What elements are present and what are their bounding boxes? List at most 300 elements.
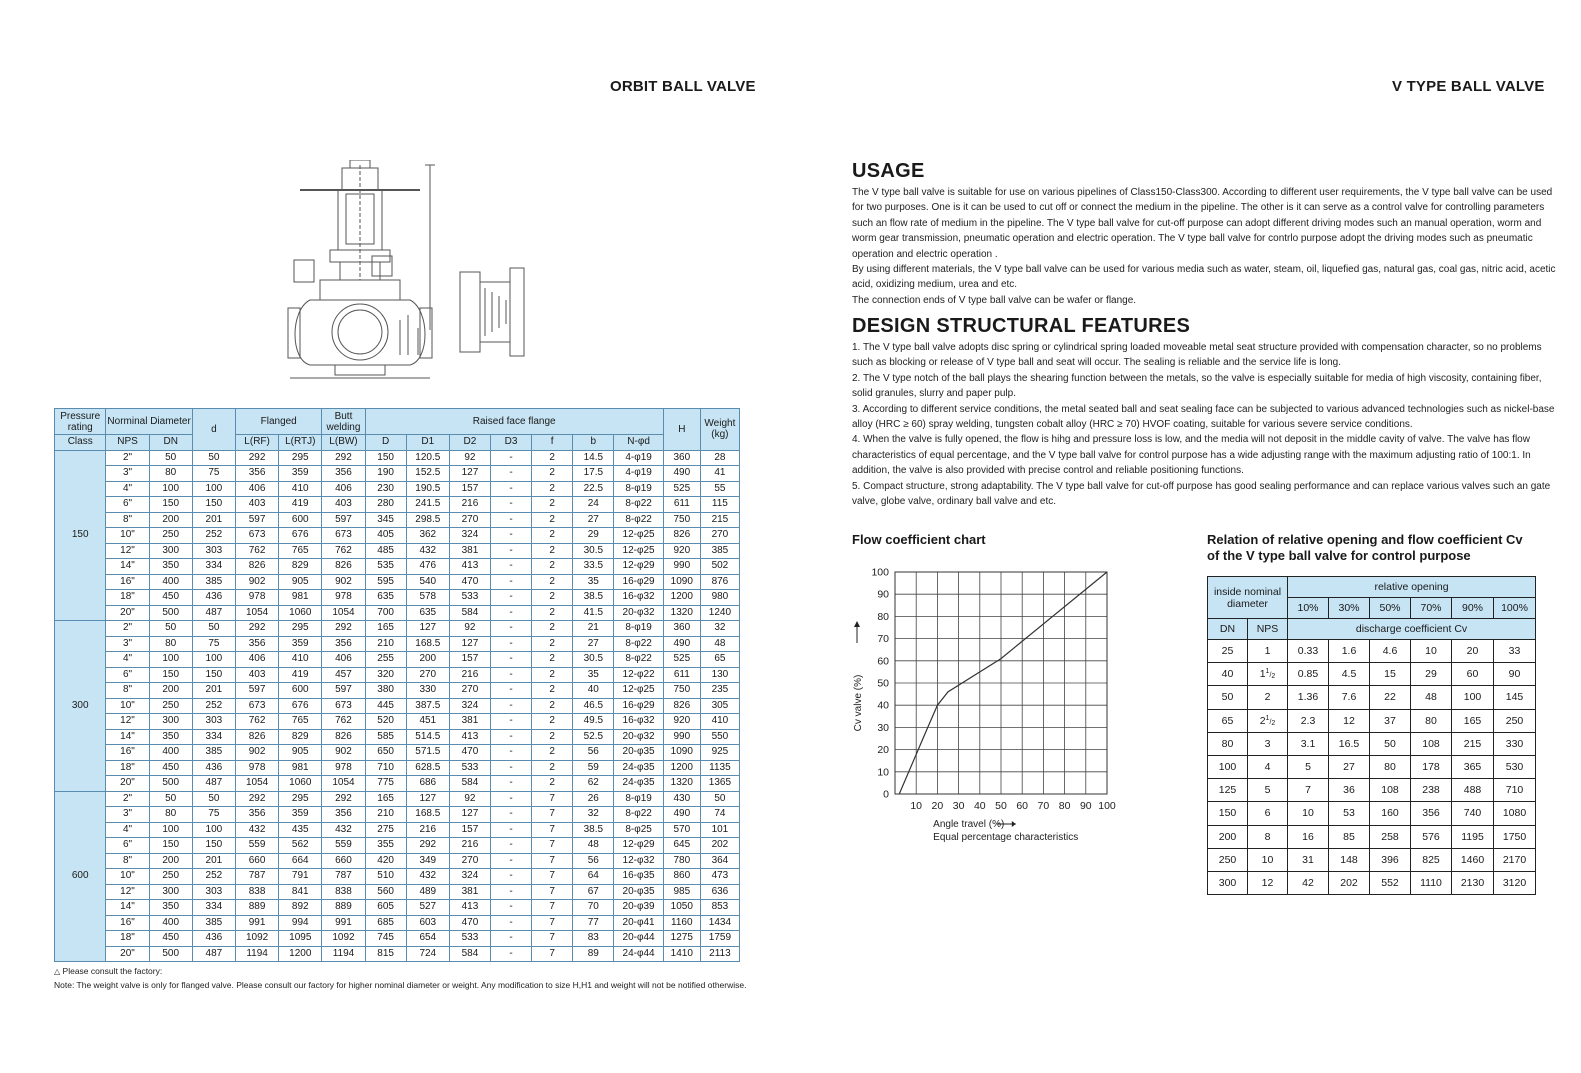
head-weight: Weight (kg) — [700, 409, 739, 451]
table-cell: 400 — [149, 915, 192, 931]
table-cell: 1200 — [663, 760, 700, 776]
table-cell: 12-φ25 — [614, 528, 663, 544]
cv-value-cell: 330 — [1494, 732, 1536, 755]
table-cell: 787 — [322, 869, 365, 885]
table-cell: 745 — [365, 931, 406, 947]
cv-nps-cell: 12 — [1248, 871, 1288, 894]
cv-dn-cell: 65 — [1208, 709, 1248, 732]
head-b: b — [573, 435, 614, 451]
table-cell: 980 — [700, 590, 739, 606]
table-row — [55, 543, 740, 559]
head-class: Class — [55, 435, 106, 451]
table-cell: 360 — [663, 621, 700, 637]
table-cell: 6" — [106, 667, 149, 683]
table-cell: - — [491, 900, 532, 916]
table-cell: 584 — [449, 946, 490, 962]
table-cell: 300 — [149, 714, 192, 730]
table-cell: 20-φ41 — [614, 915, 663, 931]
x-tick-label: 50 — [995, 800, 1007, 812]
table-cell: 216 — [449, 838, 490, 854]
cv-value-cell: 37 — [1370, 709, 1411, 732]
table-cell: - — [491, 853, 532, 869]
table-cell: 2 — [532, 714, 573, 730]
usage-para: The V type ball valve is suitable for use on various pipelines of Class150-Class300. According to different user requirements, the V type ball valve can be used for two purposes. One is it can be used to cut off or connect the medium in the pipeline. The other is it can serve as a control valve for controlling parameters such an flow rate of medium in the pipeline. The V type ball valve for cut-off purpose can adopt different driving modes such an manual operation, worm and worm gear transmission, pneumatic operation and electric operation. The V type ball valve for contrlo purpose adopt the driving modes such as pneumatic operation and electric operation . — [852, 187, 1553, 260]
table-cell: 780 — [663, 853, 700, 869]
cv-value-cell: 4.6 — [1370, 640, 1411, 663]
table-cell: - — [491, 698, 532, 714]
table-cell: 1365 — [700, 776, 739, 792]
head-D: D — [365, 435, 406, 451]
cv-dn-cell: 300 — [1208, 871, 1248, 894]
table-cell: 356 — [235, 807, 278, 823]
table-cell: 252 — [192, 698, 235, 714]
table-cell: 981 — [279, 590, 322, 606]
table-cell: 902 — [235, 745, 278, 761]
usage-para: The connection ends of V type ball valve can be wafer or flange. — [852, 294, 1137, 306]
table-cell: - — [491, 931, 532, 947]
table-cell: 50 — [700, 791, 739, 807]
table-cell: 16" — [106, 574, 149, 590]
cv-value-cell: 27 — [1329, 755, 1370, 778]
table-cell: 473 — [700, 869, 739, 885]
cv-dn-cell: 80 — [1208, 732, 1248, 755]
table-cell: 8-φ22 — [614, 807, 663, 823]
table-cell: 432 — [235, 822, 278, 838]
table-cell: 350 — [149, 729, 192, 745]
table-cell: 33.5 — [573, 559, 614, 575]
table-cell: 686 — [406, 776, 449, 792]
cv-value-cell: 576 — [1411, 825, 1452, 848]
table-cell: 985 — [663, 884, 700, 900]
table-cell: 270 — [406, 667, 449, 683]
table-cell: 50 — [149, 450, 192, 466]
table-row — [55, 884, 740, 900]
table-cell: 4-φ19 — [614, 450, 663, 466]
table-cell: 202 — [700, 838, 739, 854]
table-cell: 92 — [449, 621, 490, 637]
table-row — [55, 466, 740, 482]
table-cell: 27 — [573, 512, 614, 528]
table-cell: 981 — [279, 760, 322, 776]
valve-drawing — [280, 160, 540, 385]
table-cell: 2 — [532, 636, 573, 652]
table-cell: 1320 — [663, 605, 700, 621]
x-tick-label: 40 — [973, 800, 986, 812]
table-cell: 165 — [365, 621, 406, 637]
table-cell: 6" — [106, 497, 149, 513]
table-cell: 303 — [192, 543, 235, 559]
table-row — [55, 729, 740, 745]
table-cell: 841 — [279, 884, 322, 900]
table-cell: 12" — [106, 714, 149, 730]
table-cell: 489 — [406, 884, 449, 900]
table-row — [55, 450, 740, 466]
table-cell: 150 — [149, 667, 192, 683]
table-cell: - — [491, 915, 532, 931]
table-row — [55, 714, 740, 730]
table-row — [55, 512, 740, 528]
table-cell: 750 — [663, 683, 700, 699]
table-cell: 7 — [532, 884, 573, 900]
table-cell: 20" — [106, 605, 149, 621]
table-row — [55, 698, 740, 714]
table-cell: 8-φ22 — [614, 497, 663, 513]
cv-value-cell: 85 — [1329, 825, 1370, 848]
table-cell: 6" — [106, 838, 149, 854]
cv-value-cell: 90 — [1494, 663, 1536, 686]
table-cell: 470 — [449, 745, 490, 761]
class-cell: 300 — [55, 621, 106, 792]
table-cell: 12-φ29 — [614, 838, 663, 854]
table-cell: - — [491, 838, 532, 854]
table-cell: - — [491, 822, 532, 838]
table-cell: - — [491, 745, 532, 761]
table-cell: 762 — [235, 714, 278, 730]
table-cell: 829 — [279, 729, 322, 745]
table-cell: - — [491, 884, 532, 900]
table-cell: 75 — [192, 636, 235, 652]
table-cell: 59 — [573, 760, 614, 776]
table-cell: 80 — [149, 807, 192, 823]
head-d: d — [192, 409, 235, 451]
table-cell: 445 — [365, 698, 406, 714]
table-cell: 49.5 — [573, 714, 614, 730]
table-row — [55, 822, 740, 838]
table-cell: 410 — [279, 481, 322, 497]
cv-value-cell: 80 — [1370, 755, 1411, 778]
table-cell: 303 — [192, 884, 235, 900]
y-axis-arrowhead — [854, 621, 860, 627]
table-cell: 685 — [365, 915, 406, 931]
y-tick-label: 60 — [877, 655, 889, 668]
cv-value-cell: 36 — [1329, 779, 1370, 802]
table-cell: 80 — [149, 466, 192, 482]
table-cell: 14" — [106, 559, 149, 575]
table-cell: 12-φ29 — [614, 559, 663, 575]
table-cell: 487 — [192, 776, 235, 792]
table-cell: 216 — [406, 822, 449, 838]
table-cell: 385 — [192, 574, 235, 590]
table-cell: 12-φ25 — [614, 543, 663, 559]
table-cell: 1092 — [235, 931, 278, 947]
x-tick-label: 30 — [952, 800, 965, 812]
table-cell: 406 — [322, 481, 365, 497]
table-cell: 673 — [322, 698, 365, 714]
design-para: 1. The V type ball valve adopts disc spring or cylindrical spring loaded moveable metal seat structure provided with compensation character, so no problems such as blocking or release of V type ball and seat will occur. The sealing is reliable and the service life is long. — [852, 342, 1542, 369]
table-cell: 1054 — [235, 605, 278, 621]
table-cell: 1050 — [663, 900, 700, 916]
cv-value-cell: 145 — [1494, 686, 1536, 709]
table-cell: 252 — [192, 869, 235, 885]
table-cell: 413 — [449, 900, 490, 916]
table-cell: 2 — [532, 574, 573, 590]
table-cell: 1410 — [663, 946, 700, 962]
cv-nps-cell: 10 — [1248, 848, 1288, 871]
cv-value-cell: 12 — [1329, 709, 1370, 732]
y-tick-label: 20 — [877, 744, 889, 757]
fraction-slash: / — [1269, 718, 1272, 726]
table-cell: 24 — [573, 497, 614, 513]
table-cell: 450 — [149, 590, 192, 606]
table-cell: 410 — [700, 714, 739, 730]
table-cell: 560 — [365, 884, 406, 900]
table-cell: 120.5 — [406, 450, 449, 466]
table-cell: 24-φ44 — [614, 946, 663, 962]
table-cell: 991 — [322, 915, 365, 931]
table-cell: 8-φ22 — [614, 512, 663, 528]
table-cell: 292 — [235, 621, 278, 637]
table-cell: 413 — [449, 559, 490, 575]
table-cell: 2 — [532, 466, 573, 482]
table-cell: 100 — [149, 652, 192, 668]
table-cell: 1095 — [279, 931, 322, 947]
cv-value-cell: 60 — [1452, 663, 1494, 686]
table-cell: 14.5 — [573, 450, 614, 466]
table-cell: 12-φ32 — [614, 853, 663, 869]
table-row — [55, 915, 740, 931]
table-cell: 7 — [532, 900, 573, 916]
table-cell: 597 — [235, 683, 278, 699]
cv-value-cell: 1110 — [1411, 871, 1452, 894]
table-cell: 3" — [106, 466, 149, 482]
table-cell: 406 — [322, 652, 365, 668]
usage-para: By using different materials, the V type ball valve can be used for various media such as water, steam, oil, liquefied gas, natural gas, coal gas, nitric acid, acetic acid, oxidizing medium, urea and etc. — [852, 264, 1556, 291]
cv-value-cell: 29 — [1411, 663, 1452, 686]
table-cell: 200 — [406, 652, 449, 668]
head-lrtj: L(RTJ) — [279, 435, 322, 451]
table-cell: 324 — [449, 698, 490, 714]
table-cell: 578 — [406, 590, 449, 606]
table-cell: 605 — [365, 900, 406, 916]
cv-value-cell: 202 — [1329, 871, 1370, 894]
table-cell: 925 — [700, 745, 739, 761]
table-cell: 16-φ29 — [614, 574, 663, 590]
table-cell: 20-φ32 — [614, 729, 663, 745]
table-cell: 450 — [149, 760, 192, 776]
table-cell: 1054 — [322, 776, 365, 792]
cv-value-cell: 10 — [1288, 802, 1329, 825]
table-cell: 275 — [365, 822, 406, 838]
table-cell: - — [491, 776, 532, 792]
cv-dn-cell: 200 — [1208, 825, 1248, 848]
table-cell: 7 — [532, 822, 573, 838]
table-cell: 889 — [322, 900, 365, 916]
table-cell: - — [491, 714, 532, 730]
table-cell: 826 — [235, 559, 278, 575]
design-para: 5. Compact structure, strong adaptability. The V type ball valve for cut-off purpose has good sealing performance and can replace various valves such an gate valve, globe valve, ordinary ball valve and etc. — [852, 480, 1551, 508]
table-cell: 611 — [663, 497, 700, 513]
x-tick-label: 10 — [910, 800, 923, 812]
table-cell: 636 — [700, 884, 739, 900]
table-cell: 150 — [365, 450, 406, 466]
dimension-table — [54, 408, 740, 962]
table-cell: 300 — [149, 884, 192, 900]
cv-value-cell: 20 — [1452, 640, 1494, 663]
flow-coefficient-chart — [850, 562, 1130, 852]
y-tick-label: 50 — [877, 677, 889, 690]
table-cell: 252 — [192, 528, 235, 544]
table-cell: - — [491, 652, 532, 668]
y-tick-label: 70 — [877, 633, 889, 646]
table-cell: 101 — [700, 822, 739, 838]
table-cell: 8-φ22 — [614, 636, 663, 652]
cv-value-cell: 530 — [1494, 755, 1536, 778]
table-cell: 83 — [573, 931, 614, 947]
table-cell: 2 — [532, 745, 573, 761]
table-cell: 436 — [192, 931, 235, 947]
x-tick-label: 80 — [1058, 800, 1071, 812]
table-cell: 400 — [149, 745, 192, 761]
table-cell: 451 — [406, 714, 449, 730]
table-cell: 2 — [532, 590, 573, 606]
cv-dn-cell: 125 — [1208, 779, 1248, 802]
table-cell: 157 — [449, 652, 490, 668]
table-cell: 20-φ39 — [614, 900, 663, 916]
cv-value-cell: 22 — [1370, 686, 1411, 709]
cv-value-cell: 1460 — [1452, 848, 1494, 871]
table-cell: - — [491, 528, 532, 544]
table-cell: 406 — [235, 481, 278, 497]
table-cell: 600 — [279, 512, 322, 528]
cv-value-cell: 396 — [1370, 848, 1411, 871]
head-dn: DN — [149, 435, 192, 451]
design-para: 3. According to different service conditions, the metal seated ball and seat sealing face can be subjected to various advanced technologies such as nickel-base alloy (HRC ≥ 60) spray welding, tungsten cobalt alloy (HRC ≥ 70) HVOF coating, suitable for various severe service conditions. — [852, 403, 1555, 431]
table-cell: 892 — [279, 900, 322, 916]
table-cell: 100 — [149, 481, 192, 497]
table-cell: 490 — [663, 466, 700, 482]
table-cell: 50 — [192, 621, 235, 637]
table-row — [55, 807, 740, 823]
table-cell: 1240 — [700, 605, 739, 621]
table-cell: 775 — [365, 776, 406, 792]
cv-value-cell: 178 — [1411, 755, 1452, 778]
table-cell: 150 — [192, 497, 235, 513]
table-cell: 165 — [365, 791, 406, 807]
table-cell: 527 — [406, 900, 449, 916]
table-cell: 200 — [149, 683, 192, 699]
head-nominal-diameter: Norminal Diameter — [106, 409, 192, 435]
table-cell: 385 — [192, 745, 235, 761]
table-cell: 28 — [700, 450, 739, 466]
table-cell: 8-φ19 — [614, 481, 663, 497]
table-cell: - — [491, 512, 532, 528]
table-row — [55, 481, 740, 497]
table-cell: 4" — [106, 822, 149, 838]
table-cell: 406 — [235, 652, 278, 668]
table-cell: 550 — [700, 729, 739, 745]
table-cell: 7 — [532, 807, 573, 823]
table-row — [55, 776, 740, 792]
table-row — [55, 528, 740, 544]
table-cell: 345 — [365, 512, 406, 528]
warning-icon: △ — [54, 967, 61, 976]
table-cell: 22.5 — [573, 481, 614, 497]
table-cell: 230 — [365, 481, 406, 497]
left-page-header: ORBIT BALL VALVE — [610, 78, 756, 95]
table-row — [55, 791, 740, 807]
table-cell: 3" — [106, 807, 149, 823]
x-tick-label: 100 — [1098, 800, 1116, 812]
table-cell: 168.5 — [406, 807, 449, 823]
y-tick-label: 0 — [883, 788, 889, 801]
cv-value-cell: 552 — [1370, 871, 1411, 894]
table-cell: 130 — [700, 667, 739, 683]
cv-value-cell: 33 — [1494, 640, 1536, 663]
table-cell: 838 — [322, 884, 365, 900]
table-cell: 990 — [663, 729, 700, 745]
head-butt-welding: Butt welding — [322, 409, 365, 435]
table-cell: 762 — [322, 714, 365, 730]
table-cell: 127 — [406, 791, 449, 807]
table-row — [55, 853, 740, 869]
table-cell: 978 — [322, 760, 365, 776]
table-cell: 320 — [365, 667, 406, 683]
cv-value-cell: 53 — [1329, 802, 1370, 825]
table-cell: 210 — [365, 636, 406, 652]
table-cell: 8-φ19 — [614, 621, 663, 637]
cv-value-cell: 740 — [1452, 802, 1494, 825]
cv-value-cell: 215 — [1452, 732, 1494, 755]
table-cell: 7 — [532, 791, 573, 807]
head-flanged: Flanged — [235, 409, 321, 435]
table-row — [55, 559, 740, 575]
table-cell: 2 — [532, 528, 573, 544]
table-cell: 660 — [235, 853, 278, 869]
table-cell: 70 — [573, 900, 614, 916]
y-tick-label: 80 — [877, 610, 889, 623]
table-cell: 1090 — [663, 574, 700, 590]
table-cell: 26 — [573, 791, 614, 807]
usage-text — [852, 185, 1558, 308]
head-nps: NPS — [106, 435, 149, 451]
table-cell: 2 — [532, 543, 573, 559]
cv-nps-cell: 1 — [1248, 640, 1288, 663]
table-cell: 436 — [192, 760, 235, 776]
cv-head-dn: DN — [1208, 619, 1248, 640]
x-axis-arrowhead — [1012, 821, 1016, 827]
table-cell: 89 — [573, 946, 614, 962]
head-lbw: L(BW) — [322, 435, 365, 451]
table-cell: 559 — [322, 838, 365, 854]
table-cell: 292 — [235, 450, 278, 466]
table-cell: 485 — [365, 543, 406, 559]
cv-value-cell: 238 — [1411, 779, 1452, 802]
table-cell: 430 — [663, 791, 700, 807]
cv-value-cell: 3.1 — [1288, 732, 1329, 755]
cv-value-cell: 16.5 — [1329, 732, 1370, 755]
cv-head-opening: 30% — [1329, 598, 1370, 619]
table-cell: - — [491, 605, 532, 621]
cv-dn-cell: 50 — [1208, 686, 1248, 709]
table-cell: 584 — [449, 605, 490, 621]
cv-dn-cell: 25 — [1208, 640, 1248, 663]
table-cell: 664 — [279, 853, 322, 869]
table-cell: 270 — [700, 528, 739, 544]
cv-table-title: Relation of relative opening and flow coefficient Cv of the V type ball valve for control purpose — [1207, 532, 1523, 563]
table-row — [55, 497, 740, 513]
table-cell: 350 — [149, 900, 192, 916]
table-cell: 2 — [532, 683, 573, 699]
cv-value-cell: 148 — [1329, 848, 1370, 871]
table-cell: 2 — [532, 776, 573, 792]
table-cell: 356 — [322, 466, 365, 482]
cv-value-cell: 108 — [1370, 779, 1411, 802]
table-cell: 270 — [449, 512, 490, 528]
table-cell: 40 — [573, 683, 614, 699]
table-cell: 1275 — [663, 931, 700, 947]
table-row — [55, 900, 740, 916]
flow-chart-title: Flow coefficient chart — [852, 532, 986, 547]
